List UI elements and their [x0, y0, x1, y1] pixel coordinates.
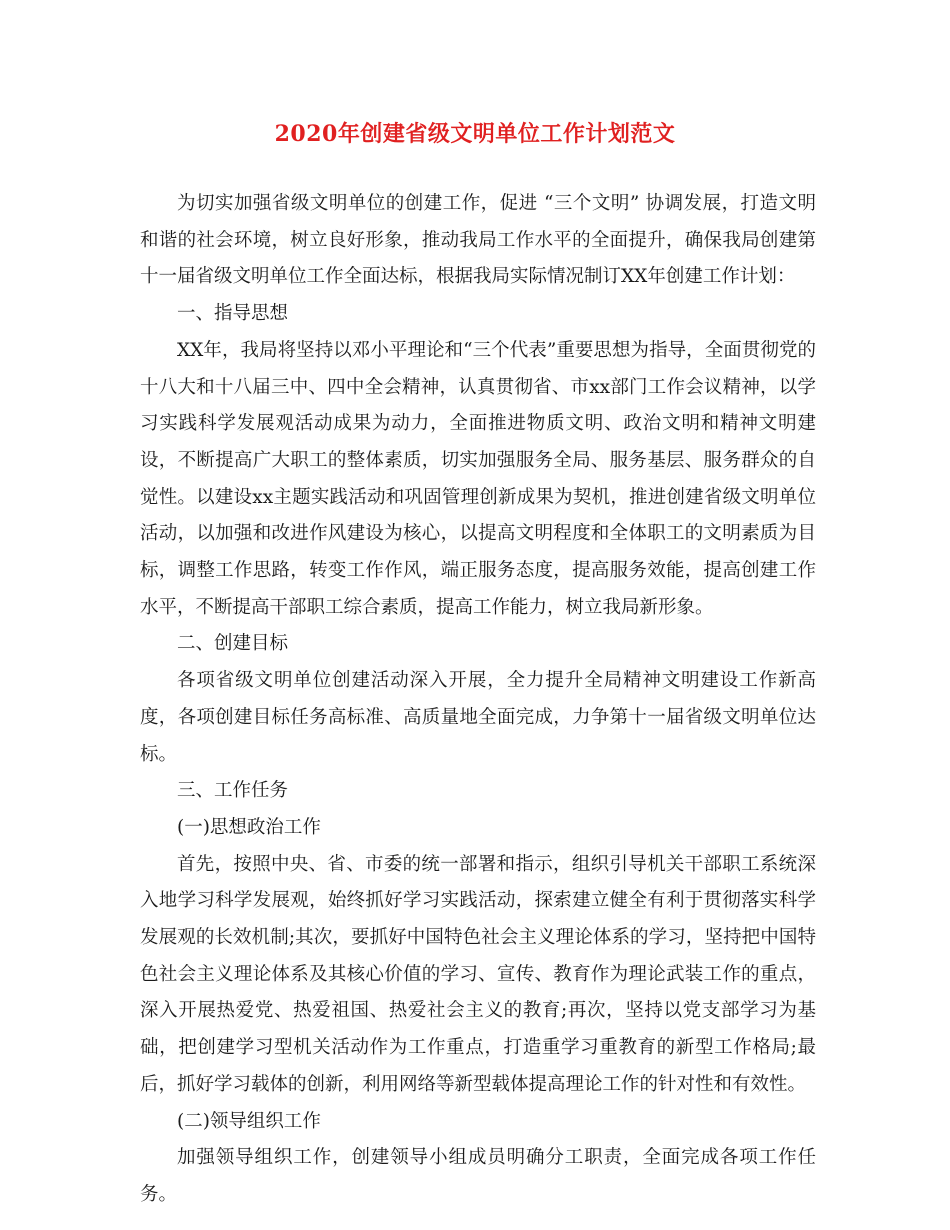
section-heading-goals: 二、创建目标: [177, 633, 289, 655]
document-title: 2020年创建省级文明单位工作计划范文: [274, 121, 676, 147]
section-heading-guiding-ideology: 一、指导思想: [177, 303, 289, 325]
intro-paragraph: 为切实加强省级文明单位的创建工作，促进 “三个文明” 协调发展，打造文明和谐的社会环境，树立良好形象，推动我局工作水平的全面提升，确保我局创建第十一届省级文明单位工作全面达标，根据我局实际情况制订XX年创建工作计划：: [140, 193, 816, 288]
section-heading-tasks: 三、工作任务: [177, 780, 289, 802]
goals-paragraph: 各项省级文明单位创建活动深入开展，全力提升全局精神文明建设工作新高度，各项创建目标任务高标准、高质量地全面完成，力争第十一届省级文明单位达标。: [140, 670, 816, 765]
subsection-heading-political-work: (一)思想政治工作: [177, 816, 321, 838]
political-work-paragraph: 首先，按照中央、省、市委的统一部署和指示，组织引导机关干部职工系统深入地学习科学发展观，始终抓好学习实践活动，探索建立健全有利于贯彻落实科学发展观的长效机制;其次，要抓好中国特色社会主义理论体系的学习，坚持把中国特色社会主义理论体系及其核心价值的学习、宣传、教育作为理论武装工作的重点，深入开展热爱党、热爱祖国、热爱社会主义的教育;再次，坚持以党支部学习为基础，把创建学习型机关活动作为工作重点，打造重学习重教育的新型工作格局;最后，抓好学习载体的创新，利用网络等新型载体提高理论工作的针对性和有效性。: [140, 853, 816, 1095]
leadership-paragraph: 加强领导组织工作，创建领导小组成员明确分工职责，全面完成各项工作任务。: [140, 1147, 816, 1205]
guiding-ideology-paragraph: XX年，我局将坚持以邓小平理论和“三个代表”重要思想为指导，全面贯彻党的十八大和十八届三中、四中全会精神，认真贯彻省、市xx部门工作会议精神，以学习实践科学发展观活动成果为动力，全面推进物质文明、政治文明和精神文明建设，不断提高广大职工的整体素质，切实加强服务全局、服务基层、服务群众的自觉性。以建设xx主题实践活动和巩固管理创新成果为契机，推进创建省级文明单位活动，以加强和改进作风建设为核心，以提高文明程度和全体职工的文明素质为目标，调整工作思路，转变工作作风，端正服务态度，提高服务效能，提高创建工作水平，不断提高干部职工综合素质，提高工作能力，树立我局新形象。: [140, 339, 816, 618]
subsection-heading-leadership: (二)领导组织工作: [177, 1110, 321, 1132]
document-body: [140, 186, 816, 1214]
